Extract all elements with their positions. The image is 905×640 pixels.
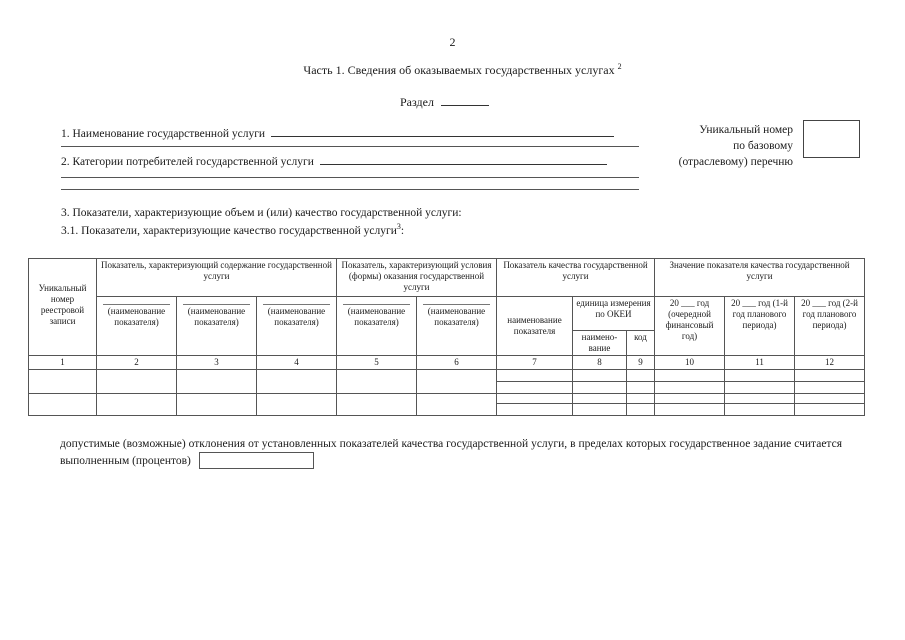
header-sub-name-1 <box>97 297 177 356</box>
header-quality-name: наименование показателя <box>497 297 573 356</box>
service-name-label: 1. Наименование государственной услуги <box>61 128 266 140</box>
header-sub-name-5 <box>417 297 497 356</box>
col-number: 2 <box>97 356 177 370</box>
col-number: 1 <box>29 356 97 370</box>
header-unit-okei: единица измерения по ОКЕИ <box>573 297 655 331</box>
table-cell[interactable] <box>177 370 257 394</box>
table-cell[interactable] <box>725 370 795 382</box>
table-cell[interactable] <box>627 382 655 394</box>
header-sub-name-2 <box>177 297 257 356</box>
table-row <box>29 370 865 382</box>
table-cell[interactable] <box>795 404 865 416</box>
page-number: 2 <box>449 35 456 49</box>
header-sub-name-4 <box>337 297 417 356</box>
header-sub-name-3 <box>257 297 337 356</box>
header-year-1: 20 ___ год (очередной финансовый год) <box>655 297 725 356</box>
sub-name-text: (наименование показателя) <box>107 306 166 327</box>
col-number: 3 <box>177 356 257 370</box>
deviation-text: допустимые (возможные) отклонения от установленных показателей качества государственной услуги, в пределах которых государственное задание считается выполненным (процентов) <box>60 438 842 467</box>
consumers-row <box>61 152 607 168</box>
section-number-field[interactable] <box>441 93 489 106</box>
header-content-indicator: Показатель, характеризующий содержание государственной услуги <box>97 259 337 297</box>
col-number: 6 <box>417 356 497 370</box>
table-cell[interactable] <box>257 370 337 394</box>
section-label: Раздел <box>400 95 434 109</box>
table-cell[interactable] <box>257 394 337 416</box>
column-numbers-row <box>29 356 865 370</box>
quality-indicators-table <box>28 258 865 416</box>
indicators-heading: 3. Показатели, характеризующие объем и (или) качество государственной услуги: <box>61 207 462 219</box>
consumers-field[interactable] <box>320 152 607 165</box>
consumers-line-1 <box>61 177 639 178</box>
table-cell[interactable] <box>573 404 627 416</box>
table-cell[interactable] <box>573 394 627 404</box>
service-name-field[interactable] <box>271 124 614 137</box>
header-year-2: 20 ___ год (1-й год планового периода) <box>725 297 795 356</box>
table-cell[interactable] <box>337 394 417 416</box>
section-line <box>400 93 489 110</box>
colon: : <box>400 224 405 237</box>
unique-number-line-1: Уникальный номер <box>699 124 793 136</box>
table-cell[interactable] <box>725 382 795 394</box>
table-cell[interactable] <box>655 382 725 394</box>
col-number: 9 <box>627 356 655 370</box>
table-cell[interactable] <box>97 394 177 416</box>
col-number: 5 <box>337 356 417 370</box>
col-number: 10 <box>655 356 725 370</box>
indicators-subheading-text: 3.1. Показатели, характеризующие качество государственной услуги <box>61 224 397 237</box>
deviation-paragraph <box>60 437 842 469</box>
unique-number-line-3: (отраслевому) перечню <box>678 156 793 168</box>
indicators-subheading-footnote: 3 <box>396 222 401 231</box>
col-number: 4 <box>257 356 337 370</box>
service-name-line <box>61 146 639 147</box>
sub-name-text: (наименование показателя) <box>427 306 486 327</box>
cell-unique-number[interactable] <box>29 370 97 394</box>
table-cell[interactable] <box>573 370 627 382</box>
col-number: 8 <box>573 356 627 370</box>
header-quality-indicator: Показатель качества государственной услуги <box>497 259 655 297</box>
header-conditions-indicator: Показатель, характеризующий условия (формы) оказания государственной услуги <box>337 259 497 297</box>
indicators-subheading <box>61 222 404 237</box>
table-cell[interactable] <box>655 404 725 416</box>
service-name-row <box>61 124 614 140</box>
sub-name-text: (наименование показателя) <box>267 306 326 327</box>
table-cell[interactable] <box>177 394 257 416</box>
table-cell[interactable] <box>655 394 725 404</box>
table-cell[interactable] <box>795 370 865 382</box>
table-cell[interactable] <box>497 404 573 416</box>
table-cell[interactable] <box>497 394 573 404</box>
header-unit-name: наимено-вание <box>573 331 627 356</box>
consumers-label: 2. Категории потребителей государственной услуги <box>61 156 314 168</box>
table-cell[interactable] <box>497 382 573 394</box>
consumers-line-2 <box>61 189 639 190</box>
table-cell[interactable] <box>795 394 865 404</box>
unique-number-line-2: по базовому <box>733 140 793 152</box>
table-cell[interactable] <box>417 370 497 394</box>
col-number: 12 <box>795 356 865 370</box>
sub-name-text: (наименование показателя) <box>347 306 406 327</box>
cell-unique-number[interactable] <box>29 394 97 416</box>
table-cell[interactable] <box>655 370 725 382</box>
part-title-footnote: 2 <box>617 62 622 71</box>
table-cell[interactable] <box>627 404 655 416</box>
deviation-percent-field[interactable] <box>199 452 314 469</box>
col-number: 7 <box>497 356 573 370</box>
table-cell[interactable] <box>337 370 417 394</box>
unique-number-label <box>655 122 793 170</box>
part-title <box>0 62 905 78</box>
table-cell[interactable] <box>497 370 573 382</box>
table-row <box>29 394 865 404</box>
table-cell[interactable] <box>725 404 795 416</box>
table-cell[interactable] <box>417 394 497 416</box>
sub-name-text: (наименование показателя) <box>187 306 246 327</box>
table-cell[interactable] <box>627 370 655 382</box>
header-unit-code: код <box>627 331 655 356</box>
unique-number-box[interactable] <box>803 120 860 158</box>
header-quality-values: Значение показателя качества государственной услуги <box>655 259 865 297</box>
header-year-3: 20 ___ год (2-й год планового периода) <box>795 297 865 356</box>
header-unique-number: Уникальный номер реестровой записи <box>29 259 97 356</box>
table-cell[interactable] <box>97 370 177 394</box>
table-cell[interactable] <box>795 382 865 394</box>
col-number: 11 <box>725 356 795 370</box>
part-title-text: Часть 1. Сведения об оказываемых государственных услугах <box>303 63 615 77</box>
table-cell[interactable] <box>573 382 627 394</box>
table-cell[interactable] <box>627 394 655 404</box>
table-cell[interactable] <box>725 394 795 404</box>
